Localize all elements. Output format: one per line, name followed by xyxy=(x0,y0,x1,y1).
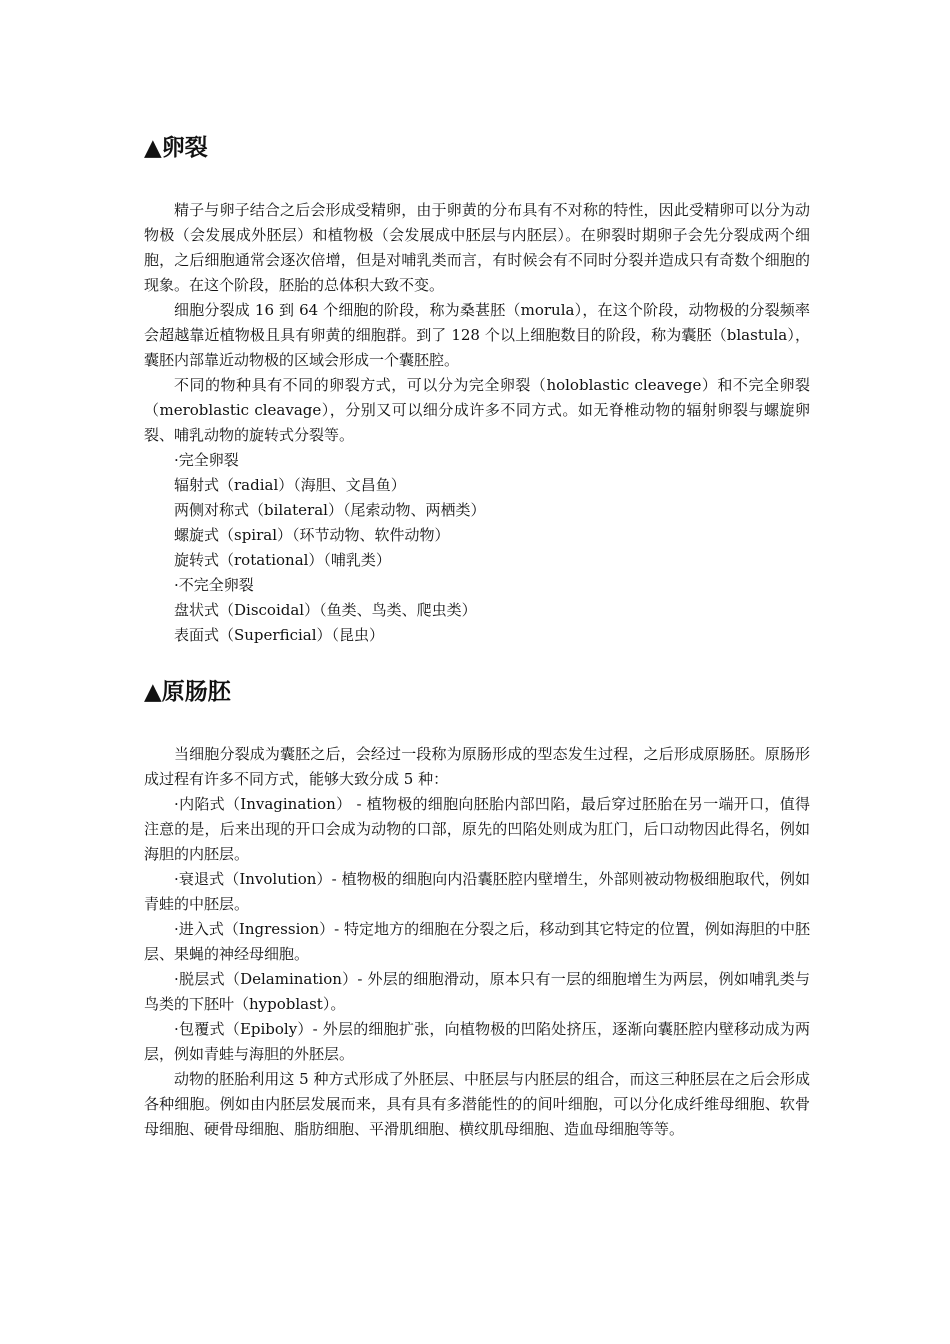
list-item: ·不完全卵裂 xyxy=(174,576,254,594)
paragraph: ·进入式（Ingression）- 特定地方的细胞在分裂之后，移动到其它特定的位置，例如海胆的中胚层、果蝇的神经母细胞。 xyxy=(144,920,810,963)
paragraph: 细胞分裂成 16 到 64 个细胞的阶段，称为桑葚胚（morula），在这个阶段，动物极的分裂频率会超越靠近植物极且具有卵黄的细胞群。到了 128 个以上细胞数目的阶段，称为囊胚（blastula），囊胚内部靠近动物极的区域会形成一个囊胚腔。 xyxy=(144,301,810,369)
section-title-cleavage: ▲卵裂 xyxy=(144,135,208,161)
document-page xyxy=(144,128,810,1142)
paragraph: ·内陷式（Invagination） - 植物极的细胞向胚胎内部凹陷，最后穿过胚胎在另一端开口，值得注意的是，后来出现的开口会成为动物的口部，原先的凹陷处则成为肛门，后口动物因此得名，例如海胆的内胚层。 xyxy=(144,795,810,863)
paragraph: 精子与卵子结合之后会形成受精卵，由于卵黄的分布具有不对称的特性，因此受精卵可以分为动物极（会发展成外胚层）和植物极（会发展成中胚层与内胚层）。在卵裂时期卵子会先分裂成两个细胞，之后细胞通常会逐次倍增，但是对哺乳类而言，有时候会有不同时分裂并造成只有奇数个细胞的现象。在这个阶段，胚胎的总体积大致不变。 xyxy=(144,201,810,294)
list-item: 旋转式（rotational）（哺乳类） xyxy=(174,551,391,569)
section-title-gastrula: ▲原肠胚 xyxy=(144,679,231,705)
paragraph: 不同的物种具有不同的卵裂方式，可以分为完全卵裂（holoblastic cleavege）和不完全卵裂（meroblastic cleavage），分别又可以细分成许多不同方式。如无脊椎动物的辐射卵裂与螺旋卵裂、哺乳动物的旋转式分裂等。 xyxy=(144,376,810,444)
list-item: 表面式（Superficial）（昆虫） xyxy=(174,626,385,644)
paragraph: 当细胞分裂成为囊胚之后，会经过一段称为原肠形成的型态发生过程，之后形成原肠胚。原肠形成过程有许多不同方式，能够大致分成 5 种： xyxy=(144,745,810,788)
list-item: 盘状式（Discoidal）（鱼类、鸟类、爬虫类） xyxy=(174,601,477,619)
paragraph: 动物的胚胎利用这 5 种方式形成了外胚层、中胚层与内胚层的组合，而这三种胚层在之后会形成各种细胞。例如由内胚层发展而来，具有具有多潜能性的的间叶细胞，可以分化成纤维母细胞、软骨母细胞、硬骨母细胞、脂肪细胞、平滑肌细胞、横纹肌母细胞、造血母细胞等等。 xyxy=(144,1070,810,1138)
list-item: 辐射式（radial）（海胆、文昌鱼） xyxy=(174,476,406,494)
list-item: 螺旋式（spiral）（环节动物、软件动物） xyxy=(174,526,450,544)
list-item: 两侧对称式（bilateral）（尾索动物、两栖类） xyxy=(174,501,486,519)
paragraph: ·包覆式（Epiboly）- 外层的细胞扩张，向植物极的凹陷处挤压，逐渐向囊胚腔内壁移动成为两层，例如青蛙与海胆的外胚层。 xyxy=(144,1020,810,1063)
paragraph: ·脱层式（Delamination）- 外层的细胞滑动，原本只有一层的细胞增生为两层，例如哺乳类与鸟类的下胚叶（hypoblast）。 xyxy=(144,970,810,1013)
paragraph: ·衰退式（Involution）- 植物极的细胞向内沿囊胚腔内壁增生，外部则被动物极细胞取代，例如青蛙的中胚层。 xyxy=(144,870,810,913)
cleavage-type-list xyxy=(144,448,810,648)
list-item: ·完全卵裂 xyxy=(174,451,239,469)
